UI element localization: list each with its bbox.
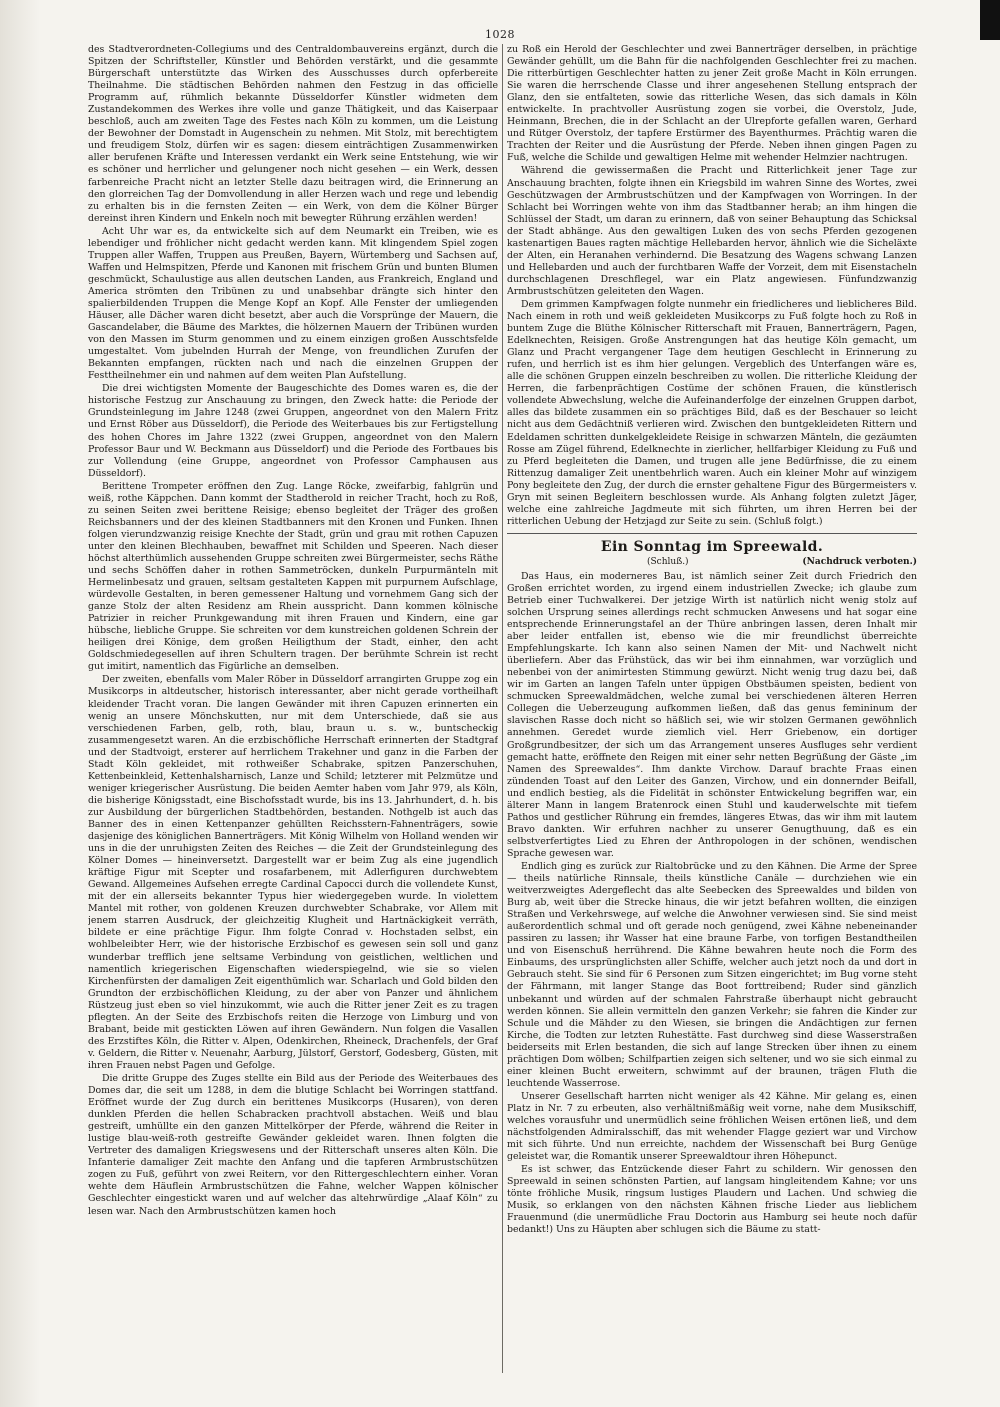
article-paragraph-1: Das Haus, ein moderneres Bau, ist nämlich seiner Zeit durch Friedrich den Großen errichtet worden, zu irgend einem industriellen Zwecke; ich glaube zum Betrieb einer Tuchwalkerei. Der jetzige Wirth ist natürlich nicht wenig stolz auf solchen Ursprung seines allerdings recht schmucken Anwesens und hat sogar eine entsprechende Erinnerungstafel an der Thüre anbringen lassen, deren Inhalt mir aber leider entfallen ist, ebenso wie die mir freundlichst überreichte Empfehlungskarte. Ich kann also seinen Namen der Mit- und Nachwelt nicht überliefern. Aber das Frühstück, das wir bei ihm einnahmen, war vorzüglich und nebenbei von der animirtesten Stimmung gewürzt. Nicht wenig trug dazu bei, daß wir im Garten an langen Tafeln unter üppigen Obstbäumen speisten, bedient von schmucken Spreewaldmädchen, welche zumal bei verschiedenen älteren Herren Collegen die Ueberzeugung aufkommen ließen, daß das genus femininum der slavischen Rasse doch nicht so häßlich sei, wie wir stolzen Germanen gewöhnlich annehmen. Geredet wurde ziemlich viel. Herr Griebenow, ein dortiger Großgrundbesitzer, der sich um das Arrangement unseres Ausfluges sehr verdient gemacht hatte, eröffnete den Reigen mit einer sehr netten Begrüßung der Gäste „im Namen des Spreewaldes“. Ihm dankte Virchow. Darauf brachte Fraas einen zündenden Toast auf den Leiter des Ganzen, Virchow, und ein donnernder Beifall, und endlich bestieg, als die Fidelität in schönster Entwickelung begriffen war, ein älterer Mann in langem Bratenrock einen Stuhl und kauderwelschte mit tiefem Pathos und gestlicher Rührung ein fremdes, längeres Etwas, das wir ihm mit lautem Bravo dankten. Wir erfuhren nachher zu unserer Genugthuung, daß es ein selbstverfertigtes Lied zu Ehren der Anthropologen in der schönen, wendischen Sprache gewesen war. bbox=[507, 570, 917, 859]
column-divider bbox=[502, 44, 503, 1373]
left-column bbox=[88, 44, 498, 1373]
right-paragraph-1: zu Roß ein Herold der Geschlechter und zwei Bannerträger derselben, in prächtige Gewänder gehüllt, um die Bahn für die nachfolgenden Geschlechter frei zu machen. Die ritterbürtigen Geschlechter hatten zu jener Zeit große Macht in Köln errungen. Sie waren die herrschende Classe und ihrer angesehenen Stellung entsprach der Glanz, den sie entfalteten, sowie das ritterliche Wesen, das sich damals in Köln entwickelte. In prachtvoller Ausrüstung zogen sie vorbei, die Overstolz, Jude, Heinmann, Brechen, die in der Schlacht an der Ulrepforte gefallen waren, Gerhard und Rütger Overstolz, der tapfere Erstürmer des Bayenthurmes. Prächtig waren die Trachten der Reiter und die Ausrüstung der Pferde. Neben ihnen gingen Pagen zu Fuß, welche die Schilde und gewaltigen Helme mit wehender Helmzier nachtrugen. bbox=[507, 44, 917, 164]
article-subtitle-row bbox=[507, 556, 917, 568]
left-paragraph-4: Berittene Trompeter eröffnen den Zug. Lange Röcke, zweifarbig, fahlgrün und weiß, rothe Käppchen. Dann kommt der Stadtherold in reicher Tracht, hoch zu Roß, zu seinen Seiten zwei berittene Reisige; ebenso begleitet der Träger des großen Reichsbanners und der des kleinen Stadtbanners mit den Kronen und Funken. Ihnen folgen vierundzwanzig reisige Knechte der Stadt, grün und grau mit rothen Capuzen unter den kleinen Blechhauben, bewaffnet mit Schilden und Speeren. Nach dieser höchst alterthümlich aussehenden Gruppe schreiten zwei Bürgermeister, sechs Räthe und sechs Schöffen daher in rothen Sammetröcken, dunkeln Purpurmänteln mit Hermelinbesatz und grauen, seltsam gestalteten Kappen mit purpurnem Aufschlage, würdevolle Gestalten, in beren gemessener Haltung und vornehmem Gang sich der ganze Stolz der alten Residenz am Rhein ausspricht. Dann kommen kölnische Patrizier in reicher Prunkgewandung mit ihren Frauen und Kindern, eine gar hübsche, liebliche Gruppe. Sie schreiten vor dem kunstreichen goldenen Schrein der heiligen drei Könige, dem großen Heiligthum der Stadt, einher, den acht Goldschmiedegesellen auf ihren Schultern tragen. Der berühmte Schrein ist recht gut imitirt, namentlich das Figürliche an demselben. bbox=[88, 480, 498, 673]
article-separator-rule bbox=[507, 533, 917, 534]
article-paragraph-2: Endlich ging es zurück zur Rialtobrücke und zu den Kähnen. Die Arme der Spree — theils natürliche Rinnsale, theils künstliche Canäle — durchziehen wie ein weitverzweigtes Adergeflecht das alte Seebecken des Spreewaldes und bilden von Burg ab, weit über die Strecke hinaus, die wir jetzt befahren wollten, die einzigen Straßen und Verkehrswege, auf welche die Anwohner verwiesen sind. Sie sind meist außerordentlich schmal und oft gerade noch genügend, zwei Kähne nebeneinander passiren zu lassen; ihr Wasser hat eine braune Farbe, von torfigen Bestandtheilen und von Eisenschuß herrührend. Die Kähne bewahren heute noch die Form des Einbaums, des ursprünglichsten aller Schiffe, welcher auch jetzt noch da und dort in Gebrauch steht. Sie sind für 6 Personen zum Sitzen eingerichtet; im Bug vorne steht der Fährmann, mit langer Stange das Boot forttreibend; Ruder sind gänzlich unbekannt und würden auf der schmalen Fahrstraße überhaupt nicht gebraucht werden können. Sie allein vermitteln den ganzen Verkehr; sie fahren die Kinder zur Schule und die Mähder zu den Wiesen, sie bringen die Andächtigen zur fernen Kirche, die Todten zur letzten Ruhestätte. Fast durchweg sind diese Wasserstraßen beiderseits mit Erlen bestanden, die sich auf lange Strecken über ihnen zu einem prächtigen Dom wölben; Schilfpartien zeigen sich seltener, und wo sie sich einmal zu einer kleinen Bucht erweitern, schwimmt auf der braunen, trägen Fluth die leuchtende Wasserrose. bbox=[507, 861, 917, 1089]
page-number: 1028 bbox=[485, 28, 515, 41]
left-paragraph-1: des Stadtverordneten-Collegiums und des Centraldombauvereins ergänzt, durch die Spitzen der Schriftsteller, Künstler und Behörden verstärkt, und die gesammte Bürgerschaft unterstützte das Wirken des Ausschusses durch opferbereite Theilnahme. Die städtischen Behörden nahmen den Festzug in das officielle Programm auf, rühmlich bekannte Düsseldorfer Künstler widmeten dem Zustandekommen des Werkes ihre volle und ganze Thätigkeit, und das Kaiserpaar beschloß, auch am zweiten Tage des Festes nach Köln zu kommen, um die Leistung der Bewohner der Domstadt in Augenschein zu nehmen. Mit Stolz, mit berechtigtem und freudigem Stolz, dürfen wir es sagen: diesem einträchtigen Zusammenwirken aller berufenen Kräfte und Interessen verdankt ein Werk seine Entstehung, wie wir es schöner und herrlicher und gelungener noch nicht gesehen — ein Werk, dessen farbenreiche Pracht nicht an letzter Stelle dazu beitragen wird, die Erinnerung an den glorreichen Tag der Domvollendung in aller Herzen wach und rege und lebendig zu erhalten bis in die fernsten Zeiten — ein Werk, von dem die Kölner Bürger dereinst ihren Kindern und Enkeln noch mit bewegter Rührung erzählen werden! bbox=[88, 44, 498, 224]
article-title: Ein Sonntag im Spreewald. bbox=[600, 538, 824, 555]
article-paragraph-3: Unserer Gesellschaft harrten nicht weniger als 42 Kähne. Mir gelang es, einen Platz in Nr. 7 zu erbeuten, also verhältnißmäßig weit vorne, nahe dem Musikschiff, welches vorausfuhr und unermüdlich seine fröhlichen Weisen ertönen ließ, und dem nächstfolgenden Admiralsschiff, das mit wehender Flagge geziert war und Virchow mit sich führte. Und nun erreichte, nachdem der Wissenschaft bei Burg Genüge geleistet war, die Romantik unserer Spreewaldtour ihren Höhepunct. bbox=[507, 1090, 917, 1163]
left-paragraph-2: Acht Uhr war es, da entwickelte sich auf dem Neumarkt ein Treiben, wie es lebendiger und fröhlicher nicht gedacht werden kann. Mit klingendem Spiel zogen Truppen aller Waffen, Truppen aus Preußen, Bayern, Würtemberg und Sachsen auf, Waffen und Helmspitzen, Pferde und Kanonen mit frischem Grün und bunten Blumen geschmückt, Schaulustige aus allen deutschen Landen, aus Frankreich, England und America strömten den Tribünen zu und unabsehbar drängte sich hinter den spalierbildenden Truppen die Menge Kopf an Kopf. Alle Fenster der umliegenden Häuser, alle Dächer waren dicht besetzt, aber auch die Vorsprünge der Mauern, die Gascandelaber, die Bäume des Marktes, die hölzernen Mauern der Tribünen wurden von den Massen im Sturm genommen und zu einem einzigen großen Ausschtsfelde umgestaltet. Vom jubelnden Hurrah der Menge, von freundlichen Zurufen der Bekannten empfangen, rückten nach und nach die einzelnen Gruppen der Festtheilnehmer ein und nahmen auf dem weiten Plan Aufstellung. bbox=[88, 225, 498, 382]
left-paragraph-5: Der zweiten, ebenfalls vom Maler Röber in Düsseldorf arrangirten Gruppe zog ein Musikcorps in altdeutscher, historisch interessanter, aber nicht gerade vortheilhaft kleidender Tracht voran. Die langen Gewänder mit ihren Capuzen erinnerten ein wenig an unsere Mönchskutten, nur mit dem Unterschiede, daß sie aus verschiedenen Farben, gelb, roth, blau, braun u. s. w., buntscheckig zusammengesetzt waren. An die erzbischöfliche Herrschaft erinnerten der Stadtgraf und der Stadtvoigt, ersterer auf herrlichem Trakehner und ganz in die Farben der Stadt Köln gekleidet, mit rothweißer Schabrake, spitzen Panzerschuhen, Kettenbeinkleid, Kettenhalsharnisch, Lanze und Schild; letzterer mit Pelzmütze und weniger kriegerischer Ausrüstung. Die beiden Aemter haben vom Jahr 979, als Köln, die bisherige Königsstadt, eine Bischofsstadt wurde, bis ins 13. Jahrhundert, d. h. bis zur Ausbildung der bürgerlichen Stadtbehörden, bestanden. Nothgelb ist auch das Banner des in einen Kettenpanzer gehüllten Reichsstern-Fahnenträgers, sowie dasjenige des königlichen Bannerträgers. Mit König Wilhelm von Holland wenden wir uns in die der unruhigsten Zeiten des Reiches — die Zeit der Grundsteinlegung des Kölner Domes — hineinversetzt. Dargestellt war er beim Zug als eine jugendlich kräftige Figur mit Scepter und rosafarbenem, mit Adlerfiguren durchwebtem Gewand. Allgemeines Aufsehen erregte Cardinal Capocci durch die vollendete Kunst, mit der ein allerseits bekannter Typus hier wiedergegeben wurde. In violettem Mantel mit rother, von goldenen Kreuzen durchwebter Schabrake, vor Allem mit jenem starren Ausdruck, der gleichzeitig Klugheit und Hartnäckigkeit verräth, bildete er eine prächtige Figur. Ihm folgte Conrad v. Hochstaden selbst, ein wohlbeleibter Herr, wie der historische Erzbischof es gewesen sein soll und ganz wunderbar trefflich jene seltsame Verbindung von geistlichen, weltlichen und namentlich kriegerischen Eigenschaften wiederspiegelnd, wie sie so vielen Kirchenfürsten der damaligen Zeit eigenthümlich war. Scharlach und Gold bilden den Grundton der erzbischöflichen Kleidung, zu der aber von Panzer und ähnlichem Rüstzeug just eben so viel hinzukommt, wie auch die Ritter jener Zeit es zu tragen pflegten. An der Seite des Erzbischofs reiten die Herzoge von Limburg und von Brabant, beide mit gestickten Löwen auf ihren Gewändern. Nun folgen die Vasallen des Erzstiftes Köln, die Ritter v. Alpen, Odenkirchen, Rheineck, Drachenfels, der Graf v. Geldern, die Ritter v. Neuenahr, Aarburg, Jülstorf, Gerstorf, Godesberg, Güsten, mit ihren Frauen nebst Pagen und Gefolge. bbox=[88, 674, 498, 1071]
article-subtitle: (Schluß.) bbox=[647, 556, 689, 567]
right-column bbox=[507, 44, 917, 1373]
right-paragraph-2: Während die gewissermaßen die Pracht und Ritterlichkeit jener Tage zur Anschauung brachten, folgte ihnen ein Kriegsbild im wahren Sinne des Wortes, zwei Geschützwagen der Armbrustschützen und der Kampfwagen von Worringen. In der Schlacht bei Worringen wehte von ihm das Stadtbanner herab; an ihm hingen die Schlüssel der Stadt, um daran zu erinnern, daß von seiner Behauptung das Schicksal der Stadt abhänge. Aus den gewaltigen Luken des von sechs Pferden gezogenen kastenartigen Baues ragten mächtige Hellebarden hervor, ähnlich wie die Sicheläxte der Alten, ein Heranahen verhindernd. Die Besatzung des Wagens schwang Lanzen und Hellebarden und auch der furchtbaren Waffe der Vorzeit, dem mit Eisenstacheln durchschlagenen Dreschflegel, war ein Platz angewiesen. Fünfundzwanzig Armbrustschützen geleiteten den Wagen. bbox=[507, 165, 917, 297]
right-paragraph-3: Dem grimmen Kampfwagen folgte nunmehr ein friedlicheres und lieblicheres Bild. Nach einem in roth und weiß gekleideten Musikcorps zu Fuß folgte hoch zu Roß in buntem Zuge die Blüthe Kölnischer Ritterschaft mit Frauen, Bannerträgern, Pagen, Edelknechten, Reisigen. Große Anstrengungen hat das heutige Köln gemacht, um Glanz und Pracht vergangener Tage dem heutigen Geschlecht in Erinnerung zu rufen, und herrlich ist es ihm hier gelungen. Vergeblich des Unterfangen wäre es, alle die schönen Gruppen einzeln beschreiben zu wollen. Die ritterliche Kleidung der Herren, die farbenprächtigen Costüme der schönen Frauen, die künstlerisch vollendete Abwechslung, welche die Aufeinanderfolge der einzelnen Gruppen darbot, alles das bildete zusammen ein so prächtiges Bild, daß es der Beschauer so leicht nicht aus dem Gedächtniß verlieren wird. Zwischen den buntgekleideten Rittern und Edeldamen schritten dunkelgekleidete Reisige in schwarzen Mänteln, die gezäumten Rosse am Zügel führend, Edelknechte in zierlicher, hellfarbiger Kleidung zu Fuß und zu Pferd begleiteten die Damen, und trugen alle jene Bedürfnisse, die zu einem Rittenzug damaliger Zeit unentbehrlich waren. Auch ein kleiner Mohr auf winzigem Pony begleitete den Zug, der durch die ernster gehaltene Figur des Bürgermeisters v. Gryn mit seinen Begleitern beschlossen wurde. Als Anhang folgten zuletzt Jäger, welche eine zahlreiche Jagdmeute mit sich führten, um ihren Herren bei der ritterlichen Uebung der Hetzjagd zur Seite zu sein. (Schluß folgt.) bbox=[507, 298, 917, 527]
page-edge-shadow bbox=[0, 0, 40, 1407]
reprint-notice: (Nachdruck verboten.) bbox=[802, 556, 917, 567]
article-paragraph-4: Es ist schwer, das Entzückende dieser Fahrt zu schildern. Wir genossen den Spreewald in seinen schönsten Partien, auf langsam hingleitendem Kahne; vor uns tönte fröhliche Musik, ringsum lustiges Plaudern und Lachen. Und schwieg die Musik, so erklangen von den nächsten Kähnen frische Lieder aus lieblichem Frauenmund (die unermüdliche Frau Doctorin aus Hamburg sei heute noch dafür bedankt!) Uns zu Häupten aber schlugen sich die Bäume zu statt- bbox=[507, 1164, 917, 1236]
left-paragraph-6: Die dritte Gruppe des Zuges stellte ein Bild aus der Periode des Weiterbaues des Domes dar, die seit um 1288, in dem die blutige Schlacht bei Worringen stattfand. Eröffnet wurde der Zug durch ein berittenes Musikcorps (Husaren), von deren dunklen Pferden die hellen Schabracken prachtvoll abstachen. Weiß und blau gestreift, umhüllte ein den ganzen Mittelkörper der Pferde, während die Reiter in lustige blau-weiß-roth gestreifte Gewänder gekleidet waren. Ihnen folgten die Vertreter des damaligen Kriegswesens und der Ritterschaft unseres alten Köln. Die Infanterie damaliger Zeit machte den Anfang und die tapferen Armbrustschützen zogen zu Fuß, geführt von zwei Reitern, vor den Rittergeschlechtern einher. Voran wehte dem Häuflein Armbrustschützen die Fahne, welcher Wappen kölnischer Geschlechter eingestickt waren und auf welcher das altehrwürdige „Alaaf Köln“ zu lesen war. Nach den Armbrustschützen kamen hoch bbox=[88, 1072, 498, 1217]
left-paragraph-3: Die drei wichtigsten Momente der Baugeschichte des Domes waren es, die der historische Festzug zur Anschauung zu bringen, den Zweck hatte: die Periode der Grundsteinlegung im Jahre 1248 (zwei Gruppen, angeordnet von den Malern Fritz und Ernst Röber aus Düsseldorf), die Periode des Weiterbaues bis zur Fertigstellung des hohen Chores im Jahre 1322 (zwei Gruppen, angeordnet von den Malern Professor Baur und W. Beckmann aus Düsseldorf) und die Periode des Fortbaues bis zur Vollendung (eine Gruppe, angeordnet von Professor Camphausen aus Düsseldorf). bbox=[88, 383, 498, 479]
